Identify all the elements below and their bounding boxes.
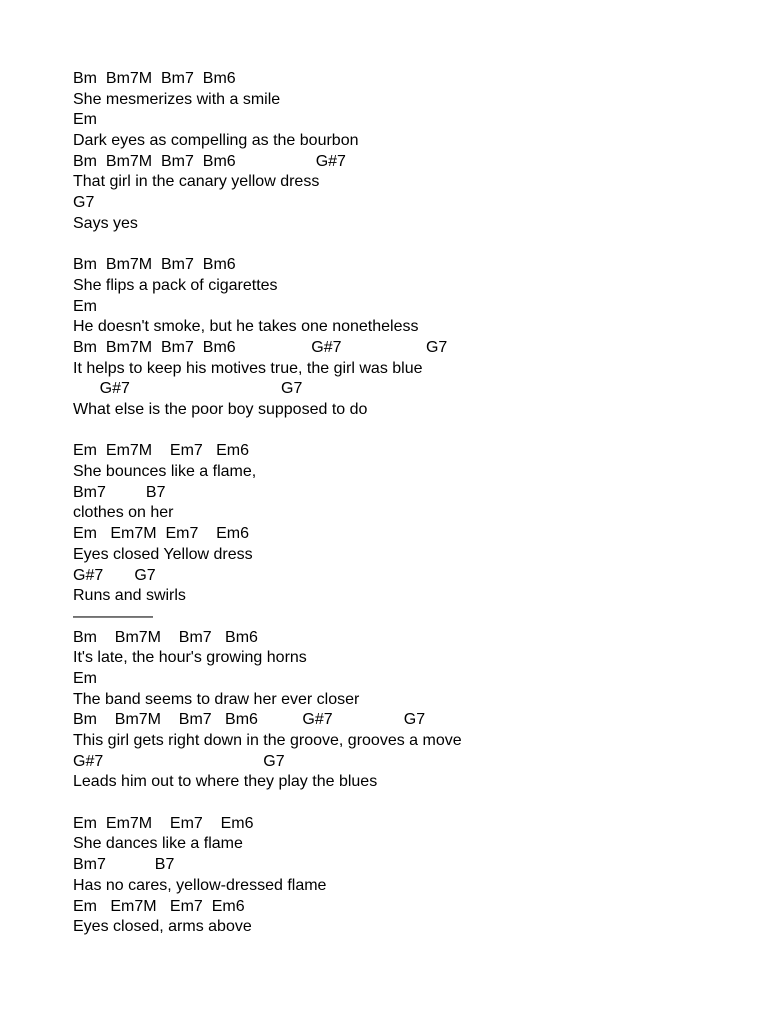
lyric-line: She dances like a flame [73,835,243,853]
chord-line: Em Em7M Em7 Em6 [73,525,250,543]
lyric-line: That girl in the canary yellow dress [73,173,320,191]
chord-line: Bm Bm7M Bm7 Bm6 G#7 G7 [73,338,448,356]
chord-line: Em Em7M Em7 Em6 [73,442,250,460]
lyric-line: She bounces like a flame, [73,463,257,481]
chord-line: Em Em7M Em7 Em6 [73,814,254,832]
chord-line: G#7 G7 [73,752,285,770]
lyric-line: Eyes closed, arms above [73,918,252,936]
chord-line: Bm Bm7M Bm7 Bm6 [73,256,236,274]
chord-line: G7 [73,194,95,212]
chord-line: G#7 G7 [73,566,156,584]
chord-line: Bm Bm7M Bm7 Bm6 G#7 [73,152,346,170]
lyric-line: He doesn't smoke, but he takes one nonetheless [73,318,419,336]
lyric-line: Says yes [73,214,138,232]
lyric-line: Dark eyes as compelling as the bourbon [73,132,359,150]
stanza-gap [73,793,753,814]
lyric-line: What else is the poor boy supposed to do [73,401,368,418]
lyric-line: It helps to keep his motives true, the girl was blue [73,359,423,377]
chord-line: G#7 G7 [73,380,303,398]
lyric-line: She mesmerizes with a smile [73,90,281,108]
lyric-line: Leads him out to where they play the blues [73,773,378,791]
lyric-line: Runs and swirls [73,587,186,605]
lyric-line: Has no cares, yellow-dressed flame [73,876,327,894]
chord-line: Bm Bm7M Bm7 Bm6 G#7 G7 [73,711,426,729]
lyric-line: clothes on her [73,504,174,522]
lyric-line: This girl gets right down in the groove, grooves a move [73,732,462,749]
chord-line: Em Em7M Em7 Em6 [73,897,245,915]
lyric-line: ————— [73,607,153,625]
chord-line: Em [73,111,97,129]
chord-line: Bm7 B7 [73,856,175,874]
chord-line: Bm Bm7M Bm7 Bm6 [73,628,258,646]
lyric-line: It's late, the hour's growing horns [73,649,307,667]
stanza-gap [73,421,753,442]
chord-sheet [73,69,753,938]
chord-line: Em [73,669,97,687]
chord-line: Bm7 B7 [73,483,166,501]
chord-line: Em [73,297,97,315]
lyric-line: She flips a pack of cigarettes [73,276,278,294]
lyric-line: The band seems to draw her ever closer [73,690,360,708]
stanza-gap [73,235,753,256]
chord-line: Bm Bm7M Bm7 Bm6 [73,70,236,87]
lyric-line: Eyes closed Yellow dress [73,545,253,563]
